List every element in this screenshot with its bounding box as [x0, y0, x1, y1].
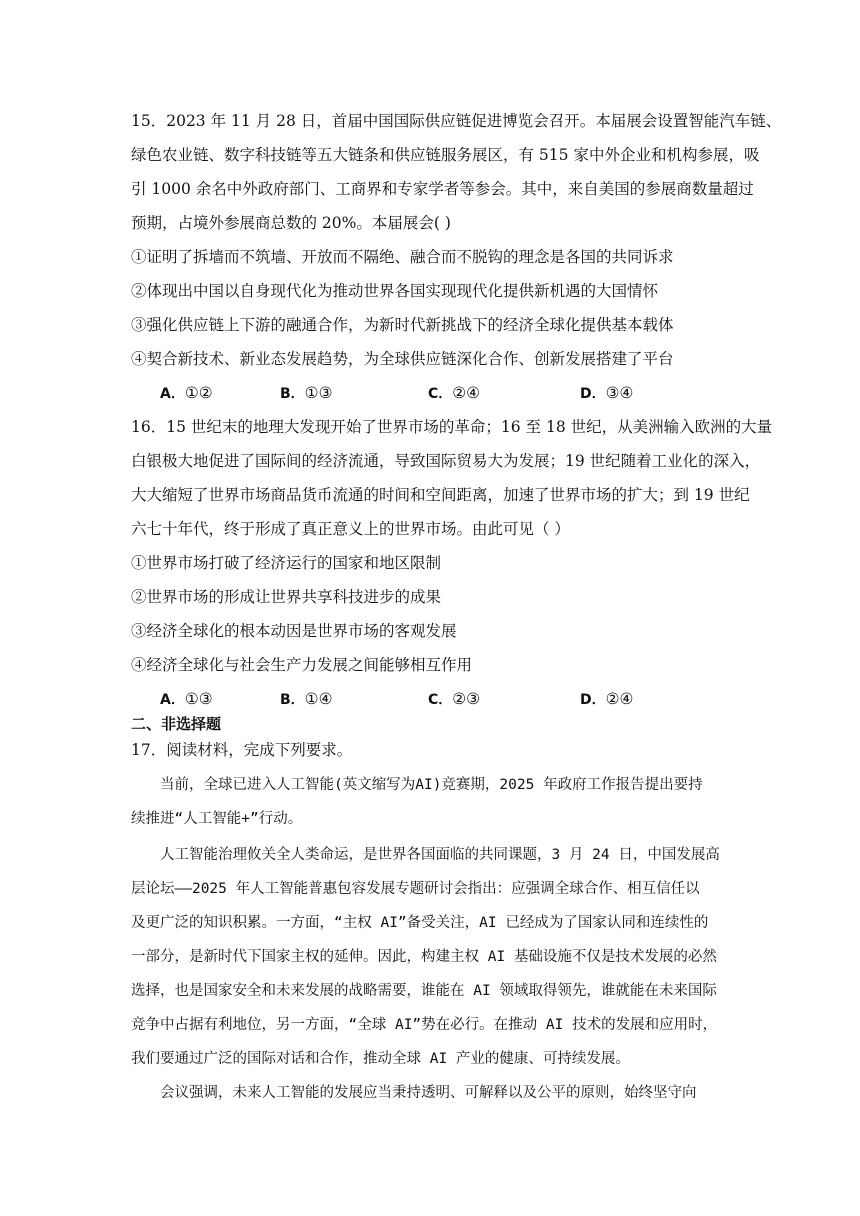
q16-option-c[interactable] — [428, 688, 480, 711]
q15-stem-line-1: 15．2023 年 11 月 28 日，首届中国国际供应链促进博览会召开。本届展会设置智能汽车链、 — [131, 112, 782, 130]
q16-stem-line-2: 白银极大地促进了国际间的经济流通，导致国际贸易大为发展；19 世纪随着工业化的深入， — [131, 452, 761, 470]
q17-para2-line-2: 层论坛——2025 年人工智能普惠包容发展专题研讨会指出：应强调全球合作、相互信任以 — [131, 881, 700, 897]
option-text: ②④ — [605, 690, 634, 708]
option-key: B． — [280, 386, 305, 402]
q17-para2-line-7: 我们要通过广泛的国际对话和合作，推动全球 AI 产业的健康、可持续发展。 — [131, 1051, 630, 1067]
q15-stem-line-3: 引 1000 余名中外政府部门、工商界和专家学者等参会。其中，来自美国的参展商数量超过 — [131, 180, 754, 198]
q16-statement-3: ③经济全球化的根本动因是世界市场的客观发展 — [131, 622, 457, 640]
q15-options — [160, 382, 720, 404]
option-text: ③④ — [605, 384, 634, 402]
q15-statement-2: ②体现出中国以自身现代化为推动世界各国实现现代化提供新机遇的大国情怀 — [131, 282, 659, 300]
q17-para2-line-1: 人工智能治理攸关全人类命运，是世界各国面临的共同课题，3 月 24 日，中国发展高 — [160, 847, 720, 863]
option-key: A． — [160, 386, 185, 402]
q17-para2-line-4: 一部分，是新时代下国家主权的延伸。因此，构建主权 AI 基础设施不仅是技术发展的必然 — [131, 949, 717, 965]
q16-statement-4: ④经济全球化与社会生产力发展之间能够相互作用 — [131, 656, 473, 674]
q15-option-d[interactable] — [580, 382, 633, 405]
q17-para2-line-5: 选择，也是国家安全和未来发展的战略需要，谁能在 AI 领域取得领先，谁就能在未来国际 — [131, 983, 717, 999]
q17-para1-line-2: 续推进“人工智能+”行动。 — [131, 811, 303, 827]
q17-para3-line-1: 会议强调，未来人工智能的发展应当秉持透明、可解释以及公平的原则，始终坚守向 — [160, 1085, 697, 1101]
q16-option-b[interactable] — [280, 688, 332, 711]
q15-option-a[interactable] — [160, 382, 213, 405]
q16-option-a[interactable] — [160, 688, 213, 711]
option-key: D． — [580, 386, 606, 402]
q16-option-d[interactable] — [580, 688, 633, 711]
option-text: ①③ — [304, 384, 333, 402]
q16-stem-line-1: 16．15 世纪末的地理大发现开始了世界市场的革命；16 至 18 世纪，从美洲输入欧洲的大量 — [131, 418, 773, 436]
q16-statement-1: ①世界市场打破了经济运行的国家和地区限制 — [131, 554, 442, 572]
section-heading: 二、非选择题 — [131, 715, 222, 733]
option-key: A． — [160, 692, 185, 708]
option-text: ②③ — [452, 690, 481, 708]
q16-options — [160, 688, 720, 710]
option-key: C． — [428, 692, 453, 708]
q16-stem-line-4: 六七十年代，终于形成了真正意义上的世界市场。由此可见（ ） — [131, 520, 570, 538]
q15-statement-1: ①证明了拆墙而不筑墙、开放而不隔绝、融合而不脱钩的理念是各国的共同诉求 — [131, 248, 674, 266]
option-text: ①③ — [184, 690, 213, 708]
option-text: ①④ — [304, 690, 333, 708]
q17-para2-line-6: 竞争中占据有利地位，另一方面，“全球 AI”势在必行。在推动 AI 技术的发展和应用时， — [131, 1017, 718, 1033]
q16-statement-2: ②世界市场的形成让世界共享科技进步的成果 — [131, 588, 442, 606]
q15-statement-4: ④契合新技术、新业态发展趋势，为全球供应链深化合作、创新发展搭建了平台 — [131, 350, 674, 368]
q17-para2-line-3: 及更广泛的知识积累。一方面，“主权 AI”备受关注，AI 已经成为了国家认同和连续性的 — [131, 915, 709, 931]
option-key: C． — [428, 386, 453, 402]
q15-stem-line-4: 预期，占境外参展商总数的 20%。本届展会( ) — [131, 214, 451, 232]
option-text: ①② — [184, 384, 213, 402]
q15-stem-line-2: 绿色农业链、数字科技链等五大链条和供应链服务展区，有 515 家中外企业和机构参展，吸 — [131, 146, 760, 164]
q15-option-b[interactable] — [280, 382, 332, 405]
q17-intro: 17．阅读材料，完成下列要求。 — [131, 741, 353, 759]
option-key: D． — [580, 692, 606, 708]
q16-stem-line-3: 大大缩短了世界市场商品货币流通的时间和空间距离，加速了世界市场的扩大；到 19 世纪 — [131, 486, 750, 504]
q15-statement-3: ③强化供应链上下游的融通合作，为新时代新挑战下的经济全球化提供基本载体 — [131, 316, 674, 334]
q17-para1-line-1: 当前，全球已进入人工智能(英文缩写为AI)竞赛期，2025 年政府工作报告提出要持 — [160, 777, 703, 793]
q15-option-c[interactable] — [428, 382, 480, 405]
option-key: B． — [280, 692, 305, 708]
option-text: ②④ — [452, 384, 481, 402]
